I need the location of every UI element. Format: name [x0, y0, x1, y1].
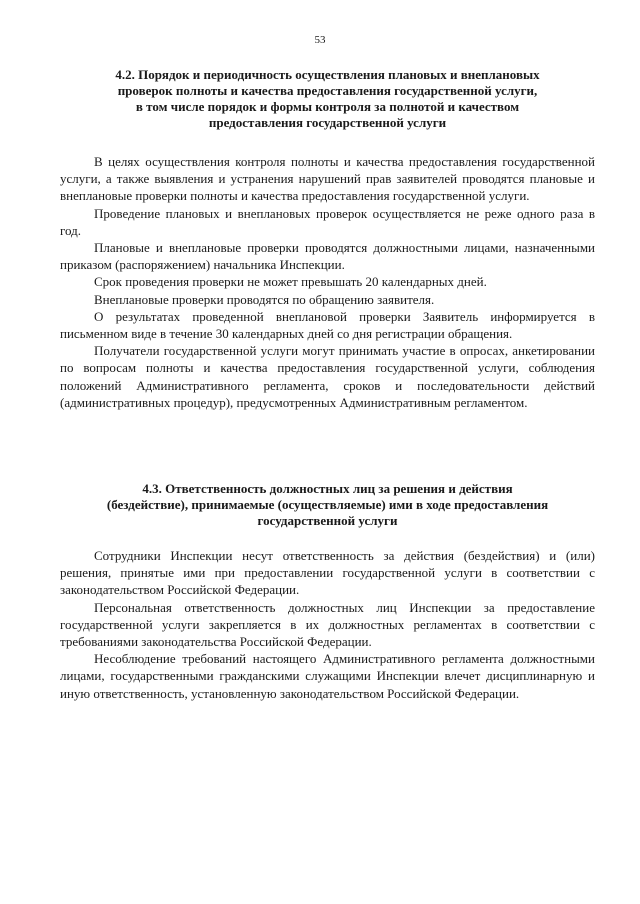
paragraph: Плановые и внеплановые проверки проводятся должностными лицами, назначенными приказом (распоряжением) начальника Инспекции.	[60, 240, 595, 273]
paragraph: Проведение плановых и внеплановых проверок осуществляется не реже одного раза в год.	[60, 205, 595, 238]
heading-line: предоставления государственной услуги	[208, 115, 447, 130]
heading-line: в том числе порядок и формы контроля за полнотой и качеством	[135, 99, 520, 114]
section-4-3-heading	[60, 481, 595, 529]
paragraph: Сотрудники Инспекции несут ответственность за действия (бездействия) и (или) решения, принятые ими при предоставлении государственной услуги в соответствии с законодательством Российской Федерации.	[60, 548, 595, 598]
heading-line: 4.3. Ответственность должностных лиц за решения и действия	[142, 481, 513, 496]
heading-line: проверок полноты и качества предоставления государственной услуги,	[117, 83, 538, 98]
paragraph: Несоблюдение требований настоящего Административного регламента должностными лицами, государственными гражданскими служащими Инспекции влечет дисциплинарную и иную ответственность, установленную законодательством Российской Федерации.	[60, 651, 595, 701]
heading-line: (бездействие), принимаемые (осуществляемые) ими в ходе предоставления	[106, 497, 549, 512]
section-4-2-heading	[60, 67, 595, 131]
paragraph: Персональная ответственность должностных лиц Инспекции за предоставление государственной услуги закрепляется в их должностных регламентах в соответствии с требованиями законодательства Российской Федерации.	[60, 599, 595, 650]
section-4-3-body	[60, 547, 595, 702]
page-number: 53	[314, 34, 326, 46]
paragraph: В целях осуществления контроля полноты и качества предоставления государственной услуги, а также выявления и устранения нарушений прав заявителей проводятся плановые и внеплановые проверки полноты и качества предоставления государственной услуги.	[60, 154, 595, 204]
heading-line: 4.2. Порядок и периодичность осуществления плановых и внеплановых	[115, 67, 540, 82]
paragraph: О результатах проведенной внеплановой проверки Заявитель информируется в письменном виде в течение 30 календарных дней со дня регистрации обращения.	[60, 308, 595, 342]
paragraph: Внеплановые проверки проводятся по обращению заявителя.	[94, 291, 435, 307]
section-4-2-body	[60, 153, 595, 411]
heading-line: государственной услуги	[257, 513, 398, 528]
paragraph: Получатели государственной услуги могут принимать участие в опросах, анкетировании по вопросам полноты и качества предоставления государственной услуги, соблюдения положений Административного регламента, сроков и последовательности действий (административных процедур), предусмотренных Административным регламентом.	[60, 343, 595, 410]
paragraph: Срок проведения проверки не может превышать 20 календарных дней.	[94, 274, 487, 290]
